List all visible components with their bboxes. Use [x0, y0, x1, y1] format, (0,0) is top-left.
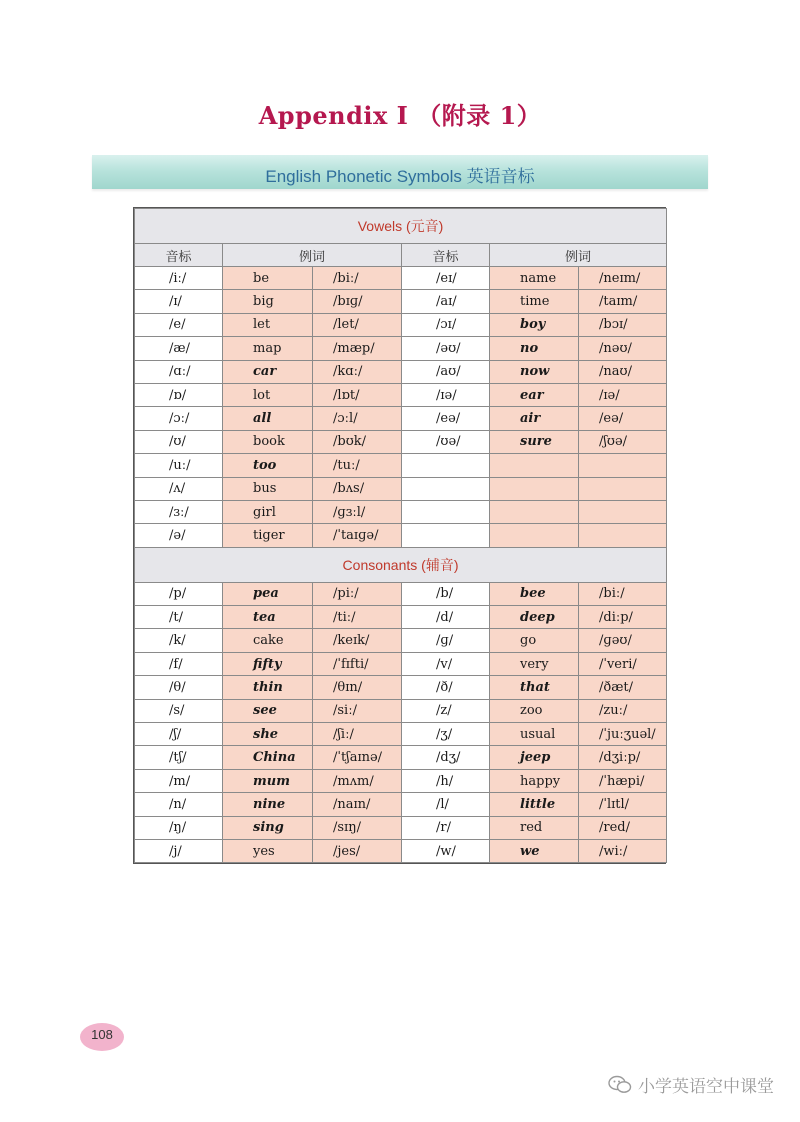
vowels-symbol-right: /əʊ/ — [402, 337, 490, 360]
vowels-symbol-left: /ɒ/ — [135, 383, 223, 406]
phonetic-table — [133, 207, 666, 864]
consonants-example-word-left: nine — [223, 793, 313, 816]
consonants-example-word-left: pea — [223, 582, 313, 605]
consonants-transcription-left: /jes/ — [313, 839, 402, 862]
vowels-row — [135, 383, 667, 406]
vowels-example-word-right — [490, 454, 579, 477]
consonants-example-word-left: China — [223, 746, 313, 769]
vowels-transcription-right: /naʊ/ — [579, 360, 667, 383]
consonants-transcription-right: /ˈjuːʒuəl/ — [579, 723, 667, 746]
vowels-transcription-right: /nəʊ/ — [579, 337, 667, 360]
consonants-row — [135, 629, 667, 652]
vowels-transcription-left: /let/ — [313, 313, 402, 336]
vowels-example-word-right: no — [490, 337, 579, 360]
page-title: Appendix I （附录 1） — [258, 101, 542, 130]
consonants-row — [135, 816, 667, 839]
vowels-symbol-left: /ɜː/ — [135, 500, 223, 523]
consonants-example-word-right: happy — [490, 769, 579, 792]
consonants-example-word-right: go — [490, 629, 579, 652]
consonants-symbol-left: /ʃ/ — [135, 723, 223, 746]
consonants-symbol-right: /h/ — [402, 769, 490, 792]
vowels-transcription-left: /kɑː/ — [313, 360, 402, 383]
column-header-row — [135, 244, 667, 267]
vowels-transcription-left: /biː/ — [313, 267, 402, 290]
vowels-transcription-left: /ˈtaɪɡə/ — [313, 524, 402, 547]
vowels-row — [135, 524, 667, 547]
consonants-symbol-left: /t/ — [135, 606, 223, 629]
consonants-transcription-right: /ˈveri/ — [579, 652, 667, 675]
vowels-transcription-right — [579, 454, 667, 477]
vowels-example-word-left: too — [223, 454, 313, 477]
consonants-transcription-right: /ˈlɪtl/ — [579, 793, 667, 816]
consonants-transcription-left: /θɪn/ — [313, 676, 402, 699]
consonants-row — [135, 723, 667, 746]
consonants-row — [135, 606, 667, 629]
consonants-transcription-left: /keɪk/ — [313, 629, 402, 652]
vowels-transcription-left: /bʊk/ — [313, 430, 402, 453]
consonants-symbol-right: /ʒ/ — [402, 723, 490, 746]
vowels-example-word-right: time — [490, 290, 579, 313]
consonants-symbol-left: /j/ — [135, 839, 223, 862]
vowels-example-word-right: boy — [490, 313, 579, 336]
vowels-transcription-left: /ɔːl/ — [313, 407, 402, 430]
col-header-example-right: 例词 — [490, 244, 667, 267]
consonants-transcription-right: /red/ — [579, 816, 667, 839]
vowels-symbol-left: /ɑː/ — [135, 360, 223, 383]
consonants-row — [135, 746, 667, 769]
consonants-transcription-right: /wiː/ — [579, 839, 667, 862]
vowels-example-word-left: be — [223, 267, 313, 290]
vowels-symbol-left: /ɔː/ — [135, 407, 223, 430]
vowels-transcription-left: /bɪɡ/ — [313, 290, 402, 313]
vowels-transcription-left: /lɒt/ — [313, 383, 402, 406]
col-header-example-left: 例词 — [223, 244, 402, 267]
vowels-symbol-right — [402, 500, 490, 523]
consonants-symbol-right: /ɡ/ — [402, 629, 490, 652]
vowels-example-word-right — [490, 524, 579, 547]
vowels-example-word-left: all — [223, 407, 313, 430]
consonants-symbol-right: /r/ — [402, 816, 490, 839]
consonants-transcription-left: /naɪn/ — [313, 793, 402, 816]
consonants-transcription-left: /ʃiː/ — [313, 723, 402, 746]
page-number: 108 — [80, 1023, 124, 1051]
vowels-transcription-right: /taɪm/ — [579, 290, 667, 313]
vowels-example-word-left: tiger — [223, 524, 313, 547]
vowels-transcription-left: /ɡɜːl/ — [313, 500, 402, 523]
vowels-example-word-right: name — [490, 267, 579, 290]
consonants-example-word-left: mum — [223, 769, 313, 792]
vowels-heading: Vowels (元音) — [135, 209, 667, 244]
vowels-symbol-right — [402, 454, 490, 477]
vowels-symbol-right: /ɔɪ/ — [402, 313, 490, 336]
vowels-example-word-left: lot — [223, 383, 313, 406]
consonants-symbol-right: /d/ — [402, 606, 490, 629]
consonants-transcription-right: /biː/ — [579, 582, 667, 605]
col-header-symbol-left: 音标 — [135, 244, 223, 267]
consonants-transcription-left: /piː/ — [313, 582, 402, 605]
vowels-transcription-left: /tuː/ — [313, 454, 402, 477]
vowels-example-word-left: car — [223, 360, 313, 383]
consonants-symbol-left: /ŋ/ — [135, 816, 223, 839]
consonants-symbol-left: /p/ — [135, 582, 223, 605]
consonants-transcription-left: /sɪŋ/ — [313, 816, 402, 839]
vowels-example-word-left: book — [223, 430, 313, 453]
consonants-example-word-left: she — [223, 723, 313, 746]
consonants-transcription-right: /ˈhæpi/ — [579, 769, 667, 792]
vowels-row — [135, 313, 667, 336]
consonants-transcription-left: /ˈtʃaɪnə/ — [313, 746, 402, 769]
consonants-example-word-right: bee — [490, 582, 579, 605]
consonants-transcription-right: /zuː/ — [579, 699, 667, 722]
watermark — [608, 1072, 774, 1097]
vowels-transcription-right — [579, 500, 667, 523]
consonants-transcription-left: /ˈfɪfti/ — [313, 652, 402, 675]
vowels-row — [135, 290, 667, 313]
vowels-transcription-right — [579, 477, 667, 500]
section-banner — [92, 155, 708, 189]
consonants-symbol-left: /n/ — [135, 793, 223, 816]
vowels-transcription-right: /ʃʊə/ — [579, 430, 667, 453]
vowels-example-word-right: ear — [490, 383, 579, 406]
consonants-transcription-right: /dʒiːp/ — [579, 746, 667, 769]
vowels-example-word-left: map — [223, 337, 313, 360]
vowels-symbol-right: /ɪə/ — [402, 383, 490, 406]
vowels-row — [135, 430, 667, 453]
consonants-example-word-right: red — [490, 816, 579, 839]
consonants-row — [135, 769, 667, 792]
vowels-symbol-left: /iː/ — [135, 267, 223, 290]
vowels-symbol-left: /ə/ — [135, 524, 223, 547]
consonants-transcription-right: /ɡəʊ/ — [579, 629, 667, 652]
vowels-symbol-right: /eɪ/ — [402, 267, 490, 290]
consonants-example-word-left: see — [223, 699, 313, 722]
consonants-transcription-right: /diːp/ — [579, 606, 667, 629]
consonants-example-word-right: that — [490, 676, 579, 699]
vowels-symbol-left: /ʊ/ — [135, 430, 223, 453]
consonants-row — [135, 839, 667, 862]
vowels-example-word-left: bus — [223, 477, 313, 500]
consonants-symbol-right: /z/ — [402, 699, 490, 722]
consonants-symbol-left: /s/ — [135, 699, 223, 722]
vowels-transcription-right: /neɪm/ — [579, 267, 667, 290]
vowels-symbol-left: /e/ — [135, 313, 223, 336]
vowels-row — [135, 500, 667, 523]
wechat-icon — [608, 1075, 632, 1095]
vowels-row — [135, 267, 667, 290]
vowels-row — [135, 360, 667, 383]
consonants-example-word-left: sing — [223, 816, 313, 839]
vowels-heading-row — [135, 209, 667, 244]
consonants-example-word-left: yes — [223, 839, 313, 862]
vowels-symbol-right: /ʊə/ — [402, 430, 490, 453]
consonants-symbol-right: /l/ — [402, 793, 490, 816]
watermark-text: 小学英语空中课堂 — [638, 1077, 774, 1097]
consonants-symbol-left: /f/ — [135, 652, 223, 675]
consonants-example-word-left: tea — [223, 606, 313, 629]
vowels-symbol-left: /ʌ/ — [135, 477, 223, 500]
vowels-example-word-right — [490, 477, 579, 500]
consonants-symbol-right: /v/ — [402, 652, 490, 675]
consonants-transcription-right: /ðæt/ — [579, 676, 667, 699]
consonants-symbol-right: /ð/ — [402, 676, 490, 699]
vowels-transcription-left: /mæp/ — [313, 337, 402, 360]
vowels-example-word-right: now — [490, 360, 579, 383]
vowels-transcription-right: /eə/ — [579, 407, 667, 430]
consonants-example-word-right: usual — [490, 723, 579, 746]
vowels-symbol-right — [402, 477, 490, 500]
consonants-symbol-right: /b/ — [402, 582, 490, 605]
vowels-row — [135, 337, 667, 360]
vowels-symbol-right: /aɪ/ — [402, 290, 490, 313]
consonants-example-word-right: we — [490, 839, 579, 862]
consonants-symbol-right: /w/ — [402, 839, 490, 862]
consonants-symbol-left: /tʃ/ — [135, 746, 223, 769]
consonants-symbol-left: /θ/ — [135, 676, 223, 699]
vowels-example-word-right — [490, 500, 579, 523]
consonants-symbol-right: /dʒ/ — [402, 746, 490, 769]
consonants-example-word-right: zoo — [490, 699, 579, 722]
consonants-symbol-left: /m/ — [135, 769, 223, 792]
vowels-symbol-left: /ɪ/ — [135, 290, 223, 313]
vowels-transcription-left: /bʌs/ — [313, 477, 402, 500]
vowels-example-word-left: let — [223, 313, 313, 336]
vowels-row — [135, 454, 667, 477]
vowels-example-word-left: big — [223, 290, 313, 313]
consonants-example-word-right: jeep — [490, 746, 579, 769]
vowels-symbol-left: /uː/ — [135, 454, 223, 477]
banner-title: English Phonetic Symbols 英语音标 — [265, 167, 535, 186]
vowels-symbol-right: /eə/ — [402, 407, 490, 430]
col-header-symbol-right: 音标 — [402, 244, 490, 267]
consonants-heading: Consonants (辅音) — [135, 547, 667, 582]
vowels-transcription-right: /bɔɪ/ — [579, 313, 667, 336]
consonants-transcription-left: /mʌm/ — [313, 769, 402, 792]
consonants-row — [135, 582, 667, 605]
consonants-row — [135, 793, 667, 816]
vowels-transcription-right — [579, 524, 667, 547]
consonants-transcription-left: /tiː/ — [313, 606, 402, 629]
vowels-symbol-right — [402, 524, 490, 547]
consonants-example-word-right: deep — [490, 606, 579, 629]
vowels-example-word-right: sure — [490, 430, 579, 453]
consonants-example-word-left: cake — [223, 629, 313, 652]
consonants-example-word-right: very — [490, 652, 579, 675]
consonants-example-word-left: thin — [223, 676, 313, 699]
consonants-row — [135, 676, 667, 699]
vowels-example-word-left: girl — [223, 500, 313, 523]
vowels-row — [135, 477, 667, 500]
consonants-symbol-left: /k/ — [135, 629, 223, 652]
vowels-symbol-left: /æ/ — [135, 337, 223, 360]
consonants-example-word-left: fifty — [223, 652, 313, 675]
consonants-example-word-right: little — [490, 793, 579, 816]
vowels-row — [135, 407, 667, 430]
consonants-heading-row — [135, 547, 667, 582]
vowels-symbol-right: /aʊ/ — [402, 360, 490, 383]
vowels-example-word-right: air — [490, 407, 579, 430]
consonants-row — [135, 699, 667, 722]
consonants-transcription-left: /siː/ — [313, 699, 402, 722]
consonants-row — [135, 652, 667, 675]
vowels-transcription-right: /ɪə/ — [579, 383, 667, 406]
